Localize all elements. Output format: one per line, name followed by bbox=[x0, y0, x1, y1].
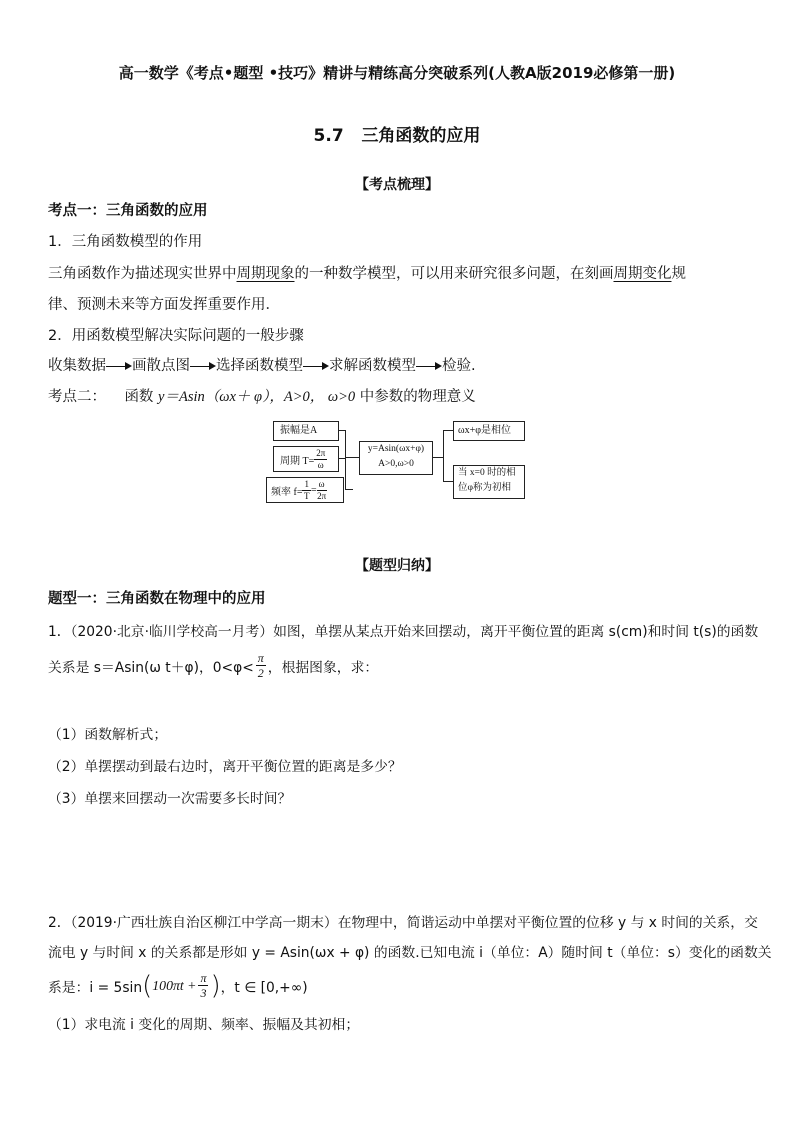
q2-line3-a: 系是：i = 5sin bbox=[48, 979, 143, 996]
step-collect: 收集数据 bbox=[48, 358, 106, 374]
q2-line3-b: ，t ∈ [0,+∞) bbox=[220, 979, 308, 996]
center-function-box bbox=[359, 441, 433, 475]
connector-line bbox=[443, 481, 454, 482]
periodic-change-term: 周期变化 bbox=[613, 266, 672, 282]
item1-text-c: 规 bbox=[671, 266, 686, 282]
connector-line bbox=[345, 489, 353, 490]
q2-frac-den: 3 bbox=[200, 986, 207, 1000]
connector-line bbox=[443, 430, 454, 431]
item1-text-b: 的一种数学模型，可以用来研究很多问题，在刻画 bbox=[294, 266, 614, 282]
connector-line bbox=[338, 458, 346, 459]
center-line-1: y=Asin(ωx+φ) bbox=[367, 444, 425, 454]
period-label: 周期 T= bbox=[280, 455, 315, 467]
q1-line1: 1．（2020·北京·临川学校高一月考）如图，单摆从某点开始来回摆动，离开平衡位置的距离 s(cm)和时间 t(s)的函数 bbox=[48, 624, 759, 640]
q1-line2-a: 关系是 s＝Asin(ω t＋φ)，0<φ< bbox=[48, 659, 254, 676]
right-paren: ) bbox=[210, 970, 221, 1001]
q1-sub2: （2）单摆摆动到最右边时，离开平衡位置的距离是多少？ bbox=[48, 759, 402, 775]
connector-line bbox=[346, 457, 360, 458]
periodic-phenomenon-term: 周期现象 bbox=[236, 266, 295, 282]
right-bracket-line bbox=[443, 430, 444, 482]
q2-frac-num: π bbox=[200, 971, 207, 985]
initial-phase-line-1: 当 x=0 时的相 bbox=[458, 468, 516, 478]
period-numerator: 2π bbox=[316, 447, 326, 458]
q2-line3-inner: 100πt + bbox=[152, 977, 197, 993]
q1-frac-den: 2 bbox=[257, 666, 264, 680]
period-box bbox=[273, 446, 339, 472]
freq-numerator-2: ω bbox=[318, 478, 325, 489]
steps-flow bbox=[48, 354, 476, 375]
freq-denominator-2: 2π bbox=[317, 490, 327, 501]
q2-line1: 2．（2019·广西壮族自治区柳江中学高一期末）在物理中，简谐运动中单摆对平衡位置的位移 y 与 x 时间的关系，交 bbox=[48, 915, 758, 931]
left-bracket-line bbox=[345, 430, 346, 489]
initial-phase-line-2: 位φ称为初相 bbox=[458, 483, 511, 493]
kp2-suffix: 中参数的物理意义 bbox=[359, 389, 476, 405]
freq-numerator-1: 1 bbox=[304, 478, 309, 489]
q2-line2: 流电 y 与时间 x 的关系都是形如 y = Asin(ωx + φ) 的函数.已知电流 i（单位：A）随时间 t（单位：s）变化的函数关 bbox=[48, 945, 772, 961]
freq-equals: = bbox=[310, 484, 317, 496]
item1-text-a: 三角函数作为描述现实世界中 bbox=[48, 266, 237, 282]
step-choose-model: 选择函数模型 bbox=[216, 358, 303, 374]
kp2-label: 考点二： bbox=[48, 389, 106, 405]
kp1-title: 考点一：三角函数的应用 bbox=[48, 203, 208, 219]
kp2-formula: y＝Asin（ωx＋ φ），A>0， ω>0 bbox=[158, 389, 356, 405]
arrow-right-icon bbox=[190, 361, 216, 371]
q1-frac-num: π bbox=[257, 651, 264, 665]
center-line-2: A>0,ω>0 bbox=[378, 459, 414, 469]
item1-title: 1．三角函数模型的作用 bbox=[48, 234, 203, 250]
frequency-box bbox=[266, 477, 344, 503]
q2-sub1: （1）求电流 i 变化的周期、频率、振幅及其初相； bbox=[48, 1017, 360, 1033]
arrow-right-icon bbox=[303, 361, 329, 371]
tixing-heading: 【题型归纳】 bbox=[355, 558, 439, 574]
arrow-right-icon bbox=[106, 361, 132, 371]
period-denominator: ω bbox=[317, 459, 324, 470]
series-title: 高一数学《考点•题型 •技巧》精讲与精练高分突破系列(人教A版2019必修第一册) bbox=[118, 64, 676, 82]
kaodian-heading: 【考点梳理】 bbox=[355, 177, 439, 193]
step-verify: 检验. bbox=[442, 358, 476, 374]
q1-sub3: （3）单摆来回摆动一次需要多长时间？ bbox=[48, 791, 292, 807]
initial-phase-box bbox=[453, 465, 525, 499]
item1-paragraph-line1 bbox=[48, 262, 686, 283]
q2-line3 bbox=[48, 972, 308, 999]
step-solve-model: 求解函数模型 bbox=[329, 358, 416, 374]
phase-box: ωx+φ是相位 bbox=[453, 421, 525, 441]
page-title bbox=[0, 121, 794, 146]
q1-sub1: （1）函数解析式； bbox=[48, 727, 168, 743]
connector-line bbox=[338, 430, 346, 431]
frequency-label: 频率 f= bbox=[271, 486, 303, 498]
arrow-right-icon bbox=[416, 361, 442, 371]
item1-paragraph-line2: 律、预测未来等方面发挥重要作用． bbox=[48, 297, 280, 313]
amplitude-box: 振幅是A bbox=[273, 421, 339, 441]
section-number: 5.7 bbox=[313, 126, 344, 146]
type1-title: 题型一：三角函数在物理中的应用 bbox=[48, 591, 266, 607]
q1-line2-b: ，根据图象，求： bbox=[267, 659, 379, 676]
q1-line2 bbox=[48, 652, 378, 679]
kp2-line bbox=[48, 385, 476, 406]
left-paren: ( bbox=[142, 970, 153, 1001]
item2-title: 2．用函数模型解决实际问题的一般步骤 bbox=[48, 328, 304, 344]
section-title: 三角函数的应用 bbox=[361, 126, 481, 146]
kp2-prefix: 函数 bbox=[124, 389, 154, 405]
freq-denominator-1: T bbox=[303, 490, 310, 501]
step-scatter: 画散点图 bbox=[132, 358, 190, 374]
